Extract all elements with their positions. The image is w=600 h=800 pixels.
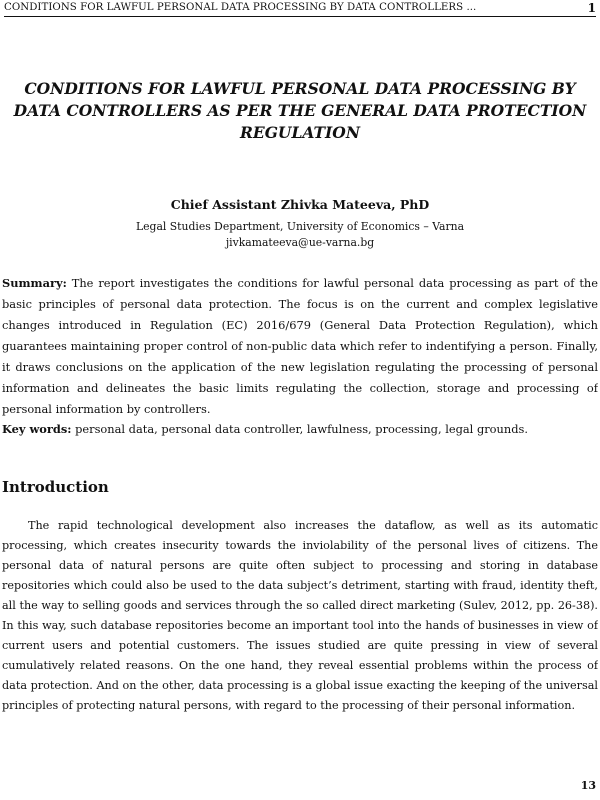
footer-page-number: 13 xyxy=(580,779,596,792)
section-heading-introduction: Introduction xyxy=(2,478,109,496)
keywords-label: Key words: xyxy=(2,422,72,436)
running-title: CONDITIONS FOR LAWFUL PERSONAL DATA PROCESSING BY DATA CONTROLLERS ... xyxy=(4,2,477,13)
author-affiliation xyxy=(0,219,600,251)
keywords-text: personal data, personal data controller, lawfulness, processing, legal grounds. xyxy=(71,422,528,436)
author-email: jivkamateeva@ue-varna.bg xyxy=(225,236,375,249)
summary-label: Summary: xyxy=(2,276,67,290)
running-header xyxy=(4,2,596,16)
author-department: Legal Studies Department, University of Economics – Varna xyxy=(135,220,465,233)
summary-text: The report investigates the conditions for lawful personal data processing as part of the basic principles of personal data protection. The focus is on the current and complex legislative changes introduced in Regulation (EC) 2016/679 (General Data Protection Regulation), which guarantees maintaining proper control of non-public data which refer to indentifying a person. Finally, it draws conclusions on the application of the new legislation regulating the processing of personal information and delineates the basic limits regulating the collection, storage and processing of personal information by controllers. xyxy=(2,276,598,416)
paper-title: CONDITIONS FOR LAWFUL PERSONAL DATA PROCESSING BY DATA CONTROLLERS AS PER THE GENERAL DATA PROTECTION REGULATION xyxy=(13,79,587,142)
introduction-paragraph: The rapid technological development also increases the dataflow, as well as its automatic processing, which creates insecurity towards the inviolability of the personal lives of citizens. The personal data of natural persons are quite often subject to processing and storing in database repositories which could also be used to the data subject’s detriment, starting with fraud, identity theft, all the way to selling goods and services through the so called direct marketing (Sulev, 2012, pp. 26-38). In this way, such database repositories become an important tool into the hands of businesses in view of current users and potential customers. The issues studied are quite pressing in view of several cumulatively related reasons. On the one hand, they reveal essential problems within the process of data protection. And on the other, data processing is a global issue exacting the keeping of the universal principles of protecting natural persons, with regard to the processing of their personal information. xyxy=(2,519,598,712)
header-page-number: 1 xyxy=(587,1,596,15)
keywords-paragraph xyxy=(2,419,598,440)
author-name: Chief Assistant Zhivka Mateeva, PhD xyxy=(170,197,430,212)
summary-paragraph xyxy=(2,273,598,419)
header-rule xyxy=(4,16,596,17)
